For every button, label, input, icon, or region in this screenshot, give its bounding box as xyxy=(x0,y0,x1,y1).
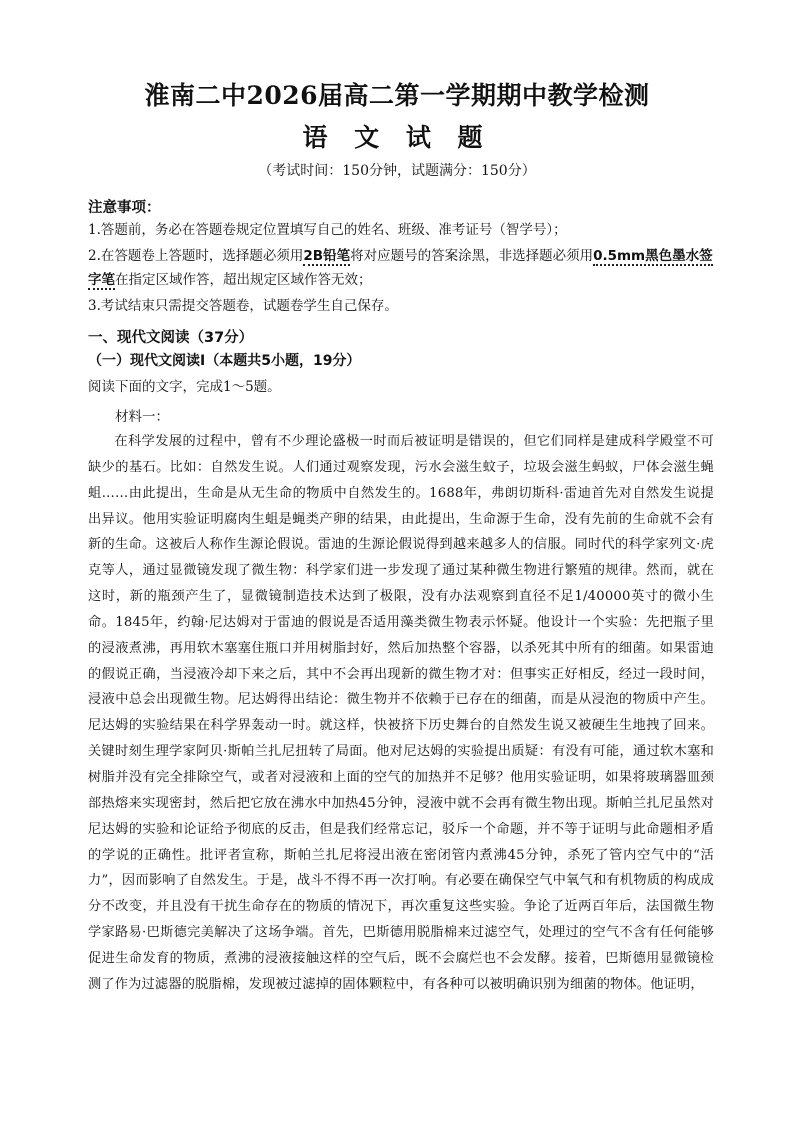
notice-item-3: 3.考试结束只需提交答题卷，试题卷学生自己保存。 xyxy=(88,298,398,314)
notice-item-2 xyxy=(88,244,718,292)
notice-heading: 注意事项： xyxy=(88,200,161,216)
notice-item-2-part-e: 在指定区域作答，超出规定区域作答无效； xyxy=(115,272,372,288)
notice-item-2-emphasis-pen: 0.5mm黑色墨水签字笔 xyxy=(88,248,713,288)
subsection-heading: （一）现代文阅读Ⅰ（本题共5小题，19分） xyxy=(88,353,361,369)
exam-subtitle: 语 文 试 题 xyxy=(302,123,492,152)
notice-item-2-part-a: 2.在答题卷上答题时，选择题必须用 xyxy=(88,248,304,264)
material-label: 材料一： xyxy=(115,409,169,425)
exam-title: 淮南二中2026届高二第一学期期中教学检测 xyxy=(144,81,650,110)
notice-item-1: 1.答题前，务必在答题卷规定位置填写自己的姓名、班级、准考证号（智学号）； xyxy=(88,222,567,238)
section-heading: 一、现代文阅读（37分） xyxy=(88,330,254,346)
exam-time-info: （考试时间：150分钟，试题满分：150分） xyxy=(258,163,536,179)
notice-item-2-part-c: 将对应题号的答案涂黑，非选择题必须用 xyxy=(350,248,594,264)
notice-item-2-emphasis-pencil: 2B铅笔 xyxy=(303,248,351,264)
reading-instruction: 阅读下面的文字，完成1～5题。 xyxy=(88,379,281,395)
reading-passage: 在科学发展的过程中，曾有不少理论盛极一时而后被证明是错误的，但它们同样是建成科学殿堂不可缺少的基石。比如：自然发生说。人们通过观察发现，污水会滋生蚊子，垃圾会滋生蚂蚁，尸体会滋生蝇蛆……由此提出，生命是从无生命的物质中自然发生的。1688年，弗朗切斯科·雷迪首先对自然发生说提出异议。他用实验证明腐肉生蛆是蝇类产卵的结果，由此提出，生命源于生命，没有先前的生命就不会有新的生命。这被后人称作生源论假说。雷迪的生源论假说得到越来越多人的信服。同时代的科学家列文·虎克等人，通过显微镜发现了微生物：科学家们进一步发现了通过某种微生物进行繁殖的规律。然而，就在这时，新的瓶颈产生了，显微镜制造技术达到了极限，没有办法观察到直径不足1/40000英寸的微小生命。1845年，约翰·尼达姆对于雷迪的假说是否适用藻类微生物表示怀疑。他设计一个实验：先把瓶子里的浸液煮沸，再用软木塞塞住瓶口并用树脂封好，然后加热整个容器，以杀死其中所有的细菌。如果雷迪的假说正确，当浸液冷却下来之后，其中不会再出现新的微生物才对：但事实正好相反，经过一段时间，浸液中总会出现微生物。尼达姆得出结论：微生物并不依赖于已存在的细菌，而是从浸泡的物质中产生。尼达姆的实验结果在科学界轰动一时。就这样，快被挤下历史舞台的自然发生说又被硬生生地拽了回来。关键时刻生理学家阿贝·斯帕兰扎尼扭转了局面。他对尼达姆的实验提出质疑：有没有可能，通过软木塞和树脂并没有完全排除空气，或者对浸液和上面的空气的加热并不足够？他用实验证明，如果将玻璃器皿颈部热熔来实现密封，然后把它放在沸水中加热45分钟，浸液中就不会再有微生物出现。斯帕兰扎尼虽然对尼达姆的实验和论证给予彻底的反击，但是我们经常忘记，驳斥一个命题，并不等于证明与此命题相矛盾的学说的正确性。批评者宣称，斯帕兰扎尼将浸出液在密闭管内煮沸45分钟，杀死了管内空气中的“活力”，因而影响了自然发生。于是，战斗不得不再一次打响。有必要在确保空气中氧气和有机物质的构成成分不改变，并且没有干扰生命存在的物质的情况下，再次重复这些实验。争论了近两百年后，法国微生物学家路易·巴斯德完美解决了这场争端。首先，巴斯德用脱脂棉来过滤空气，处理过的空气不含有任何能够促进生命发育的物质，煮沸的浸液接触这样的空气后，既不会腐烂也不会发酵。接着，巴斯德用显微镜检测了作为过滤器的脱脂棉，发现被过滤掉的固体颗粒中，有各种可以被明确识别为细菌的物体。他证明， xyxy=(88,434,714,992)
